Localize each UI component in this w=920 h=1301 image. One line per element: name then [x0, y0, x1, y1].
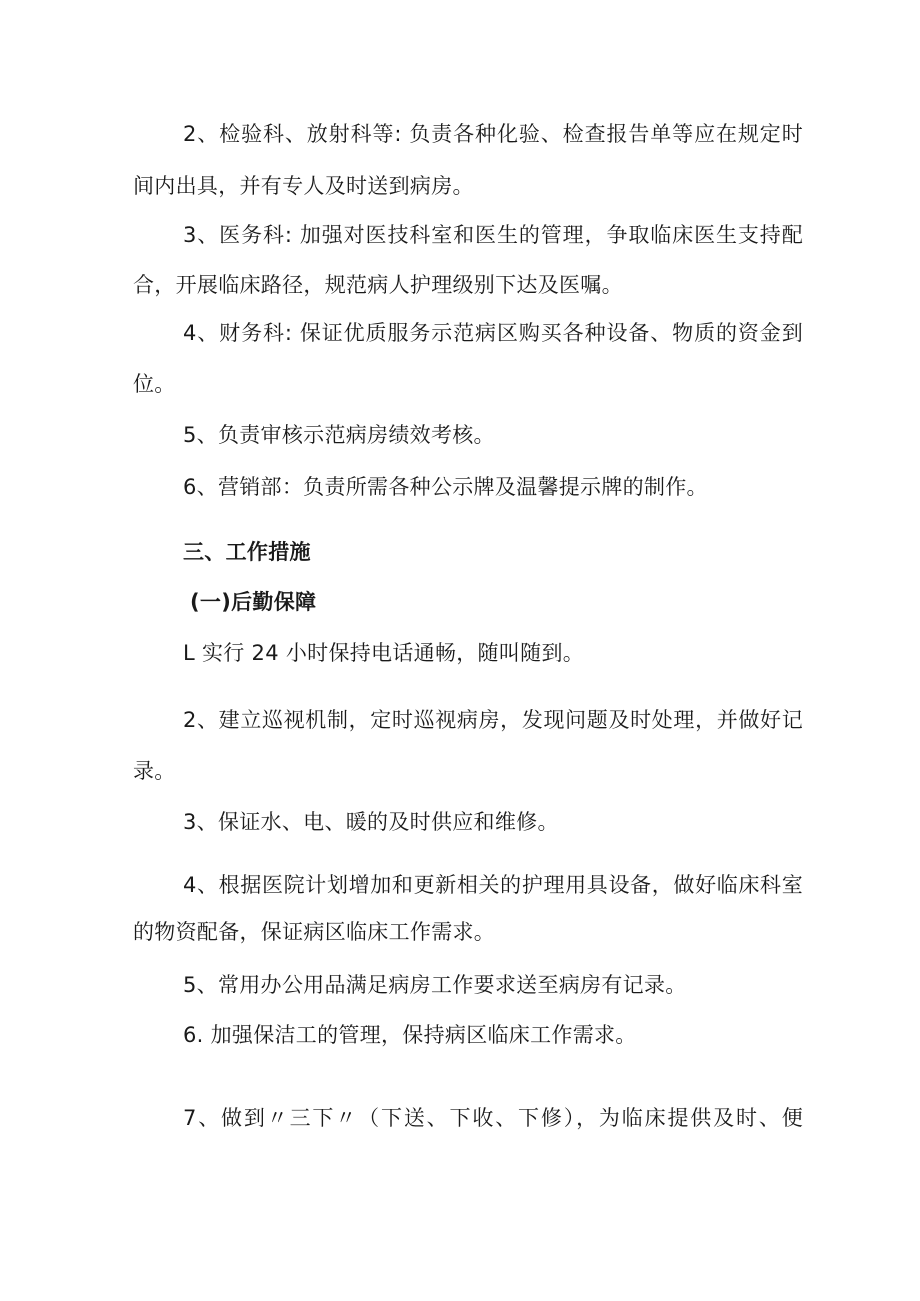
section-heading: 三、工作措施: [183, 540, 311, 564]
measure-item-4-line1: 4、根据医院计划增加和更新相关的护理用具设备，做好临床科室: [183, 873, 803, 897]
paragraph-medical-affairs-line1: 3、医务科: 加强对医技科室和医生的管理，争取临床医生支持配: [183, 223, 803, 247]
measure-item-2-line1: 2、建立巡视机制，定时巡视病房，发现问题及时处理，并做好记: [183, 708, 803, 732]
paragraph-lab-radiology-line2: 间内出具，并有专人及时送到病房。: [133, 174, 474, 198]
measure-item-6: 6. 加强保洁工的管理，保持病区临床工作需求。: [183, 1023, 637, 1047]
paragraph-finance-line1: 4、财务科: 保证优质服务示范病区购买各种设备、物质的资金到: [183, 321, 803, 345]
measure-item-1: L 实行 24 小时保持电话通畅，随叫随到。: [183, 641, 585, 665]
sub-heading: (一)后勤保障: [190, 590, 317, 614]
paragraph-medical-affairs-line2: 合，开展临床路径，规范病人护理级别下达及医嘱。: [133, 273, 623, 297]
measure-item-7-line1: 7、做到〃三下〃（下送、下收、下修），为临床提供及时、便: [183, 1106, 803, 1130]
measure-item-2-line2: 录。: [133, 759, 176, 783]
paragraph-finance-line2: 位。: [133, 372, 176, 396]
measure-item-5: 5、常用办公用品满足病房工作要求送至病房有记录。: [183, 973, 687, 997]
measure-item-4-line2: 的物资配备，保证病区临床工作需求。: [133, 920, 496, 944]
paragraph-lab-radiology-line1: 2、检验科、放射科等: 负责各种化验、检查报告单等应在规定时: [183, 122, 803, 146]
paragraph-performance-review: 5、负责审核示范病房绩效考核。: [183, 423, 495, 447]
measure-item-3: 3、保证水、电、暖的及时供应和维修。: [183, 810, 559, 834]
paragraph-marketing: 6、营销部：负责所需各种公示牌及温馨提示牌的制作。: [183, 475, 708, 499]
